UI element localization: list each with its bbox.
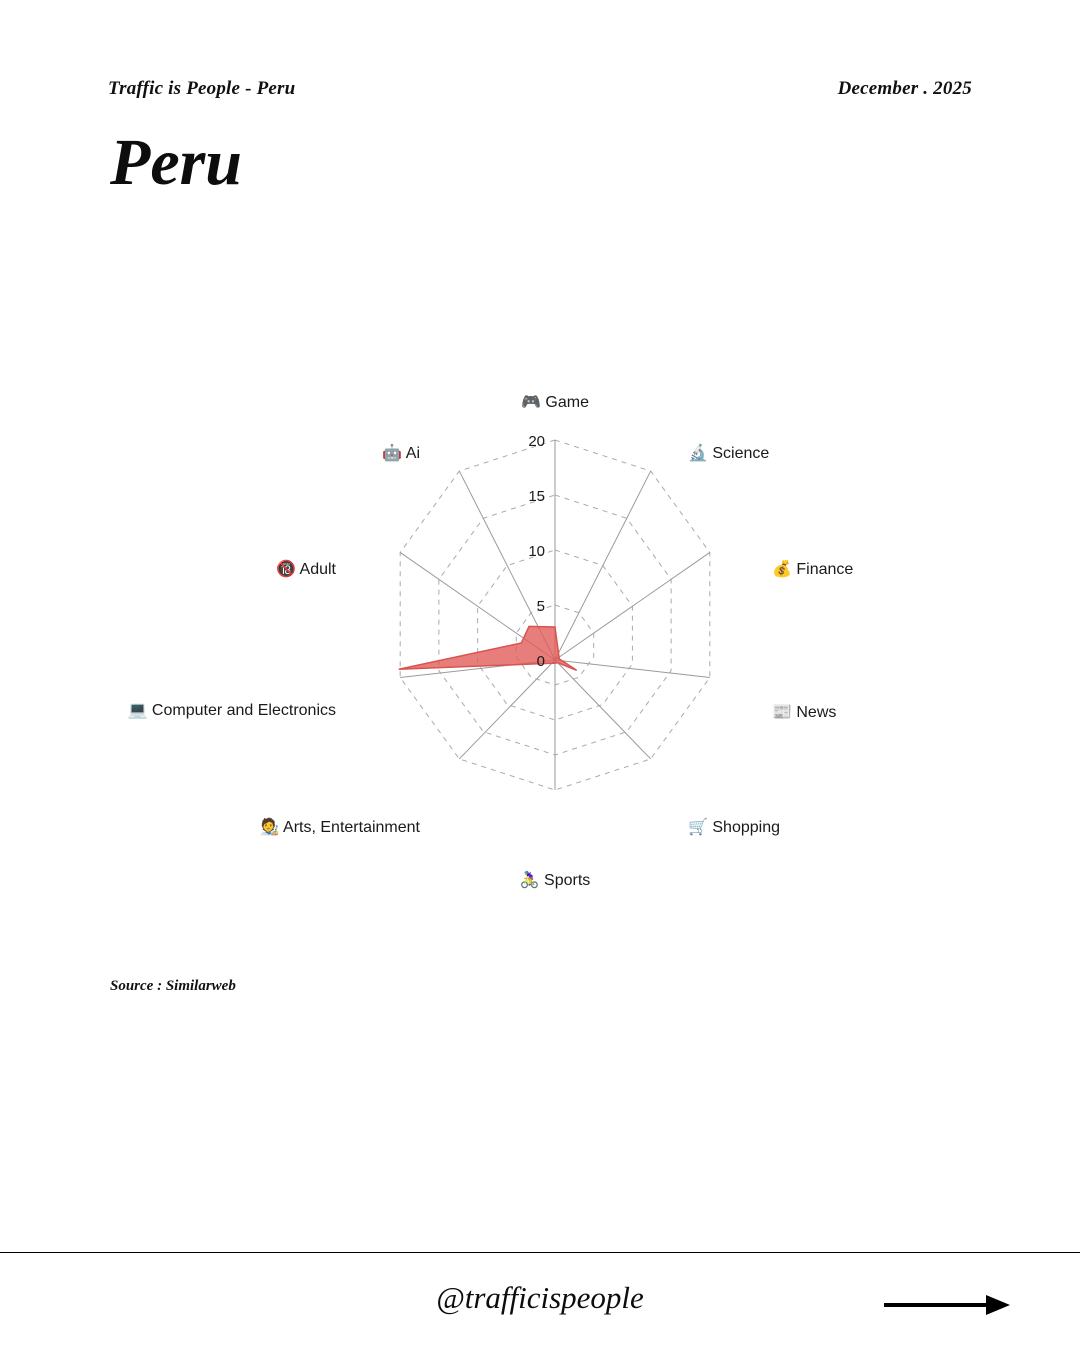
axis-spoke-arts (459, 660, 555, 759)
page-title: Peru (110, 126, 242, 199)
axis-spoke-finance (555, 552, 710, 660)
axis-label-science: 🔬 Science (688, 445, 770, 462)
radar-series-polygon (399, 626, 577, 670)
tick-label-5: 5 (536, 598, 545, 615)
axis-label-arts: 🧑‍🎨 Arts, Entertainment (259, 819, 420, 836)
axis-spoke-science (555, 471, 651, 660)
tick-label-20: 20 (528, 433, 545, 450)
axis-label-sports: 🚴‍♀️ Sports (519, 872, 591, 889)
axis-spoke-news (555, 660, 710, 678)
axis-label-game: 🎮 Game (521, 394, 589, 411)
page-footer (0, 1272, 1080, 1350)
radar-grid (400, 440, 710, 790)
page-header (108, 78, 972, 100)
tick-label-10: 10 (528, 543, 545, 560)
axis-label-ai: 🤖 Ai (382, 445, 420, 462)
arrow-right-icon[interactable] (882, 1290, 1012, 1325)
radar-chart-svg (0, 370, 1080, 910)
axis-label-news: 📰 News (772, 704, 837, 721)
header-date-label: December . 2025 (837, 78, 972, 99)
source-label: Source : Similarweb (110, 978, 236, 994)
axis-label-shopping: 🛒 Shopping (688, 819, 780, 836)
tick-label-15: 15 (528, 488, 545, 505)
axis-label-finance: 💰 Finance (772, 561, 854, 578)
axis-label-adult: 🔞 Adult (276, 561, 336, 578)
social-handle: @trafficispeople (436, 1280, 644, 1315)
axis-spoke-shopping (555, 660, 651, 759)
tick-label-0: 0 (536, 653, 545, 670)
footer-divider (0, 1252, 1080, 1253)
radar-chart (0, 370, 1080, 910)
axis-category-labels (128, 394, 854, 889)
header-left-label: Traffic is People - Peru (108, 78, 296, 99)
axis-label-computer: 💻 Computer and Electronics (127, 702, 336, 719)
